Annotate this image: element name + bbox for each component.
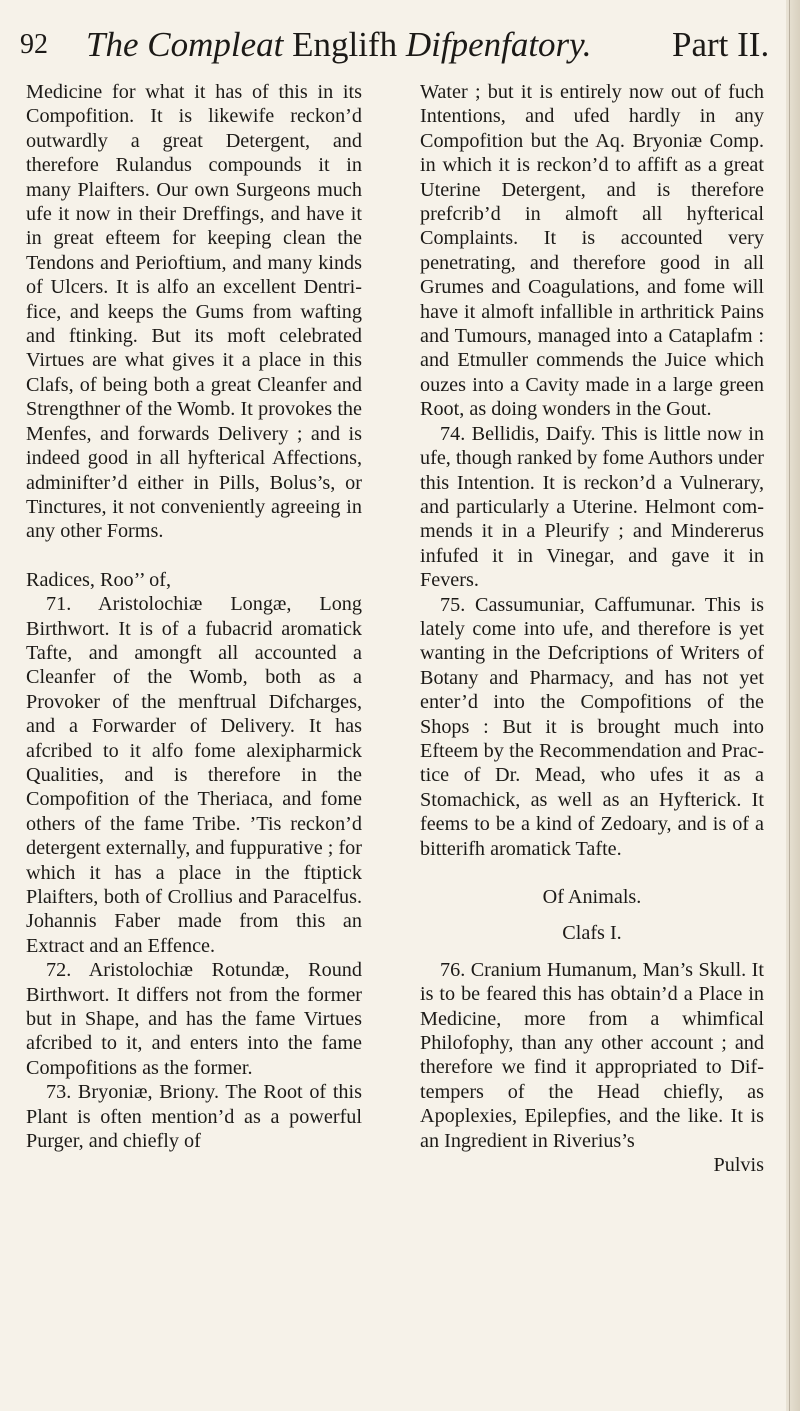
section-heading: Clafs I. bbox=[562, 922, 622, 945]
paragraph: Medicine for what it has of this in its Compofition. It is likewife reckon’d outwardly a great Detergent, and therefore Rulandus compounds it in many Plaifters. Our own Surgeons much ufe it now in their Dreffings, and have it in great efteem for keeping clean the Tendons and Perioftium, and many kinds of Ulcers. It is alfo an excellent Dentrifice, and keeps the Gums from wafting and ftinking. But its moft celebrated Virtues are what gives it a place in this Clafs, of being both a great Cleanfer and Strengthner of the Womb. It provokes the Menfes, and forwards Delivery ; and is indeed good in all hyfterical Affections, adminifter’d either in Pills, Bolus’s, or Tinctures, it not conveniently agreeing in any other Forms. bbox=[26, 81, 362, 543]
spacer bbox=[26, 544, 362, 568]
spacer bbox=[420, 861, 764, 885]
spacer bbox=[420, 909, 764, 921]
title-italic-2: Difpenfatory. bbox=[405, 25, 592, 64]
paragraph: 76. Cranium Humanum, Man’s Skull. It is to be feared this has obtain’d a Place in Medicine, more from a whimfical Philofophy, than any other account ; and therefore we find it appropriated to Diftempers of the Head chiefly, as Apoplexies, Epilepfies, and the like. It is an Ingredient in Riverius’s bbox=[420, 958, 764, 1152]
title-italic: The Compleat bbox=[86, 25, 284, 64]
paragraph: Pulvis bbox=[713, 1154, 764, 1177]
paragraph: 73. Bryoniæ, Briony. The Root of this Plant is often mention’d as a powerful Purger, and chiefly of bbox=[26, 1081, 362, 1153]
right-column bbox=[420, 80, 764, 1177]
page-number: 92 bbox=[20, 29, 48, 60]
left-column bbox=[26, 80, 362, 1153]
paragraph: Water ; but it is entirely now out of fuch Intentions, and ufed hardly in any Compofition but the Aq. Bryoniæ Comp. in which it is reckon’d to affift as a great Uterine Detergent, and is therefore prefcrib’d in almoft all hyfterical Complaints. It is accounted very penetrating, and therefore good in all Grumes and Coagulations, and fome will have it almoft infallible in arthritick Pains and Tumours, managed into a Cataplafm : and Etmuller commends the Juice which ouzes into a Cavity made in a large green Root, as doing wonders in the Gout. bbox=[420, 81, 764, 421]
paragraph: 72. Aristolochiæ Rotundæ, Round Birthwort. It differs not from the former but in Shape, and has the fame Virtues afcribed to it, and enters into the fame Compofitions as the former. bbox=[26, 959, 362, 1079]
paragraph: 71. Aristolochiæ Longæ, Long Birthwort. It is of a fubacrid aromatick Tafte, and amongft all accounted a Cleanfer of the Womb, both as a Provoker of the menftrual Difcharges, and a Forwarder of Delivery. It has afcribed to it alfo fome alexipharmick Qualities, and is therefore in the Compofition of the Theriaca, and fome others of the fame Tribe. ’Tis reckon’d detergent externally, and fuppurative ; for which it has a place in the ftiptick Plaifters, both of Crollius and Paracelfus. Johannis Faber made from this an Extract and an Effence. bbox=[26, 593, 362, 957]
section-heading: Of Animals. bbox=[542, 886, 642, 908]
paragraph: 75. Cassumuniar, Caffumunar. This is lately come into ufe, and therefore is yet wanting in the Defcriptions of Writers of Botany and Pharmacy, and has not yet enter’d into the Compofitions of the Shops : But it is brought much into Efteem by the Recommendation and Practice of Dr. Mead, who ufes it as a Stomachick, as well as an Hyfterick. It feems to be a kind of Zedoary, and is of a bitterifh aromatick Tafte. bbox=[420, 593, 764, 860]
spacer bbox=[420, 946, 764, 958]
paragraph: Radices, Roo’’ of, bbox=[26, 568, 172, 591]
title-middle: Englifh bbox=[283, 25, 406, 64]
running-header bbox=[20, 22, 780, 68]
running-title bbox=[86, 22, 592, 68]
paragraph: 74. Bellidis, Daify. This is little now in ufe, though ranked by fome Authors under this Intention. It is reckon’d a Vulnerary, and particularly a Uterine. Helmont commends it in a Pleurify ; and Mindererus infufed it in Vinegar, and gave it in Fevers. bbox=[420, 422, 764, 592]
part-label: Part II. bbox=[672, 25, 770, 64]
page-edge-shadow bbox=[789, 0, 790, 1411]
